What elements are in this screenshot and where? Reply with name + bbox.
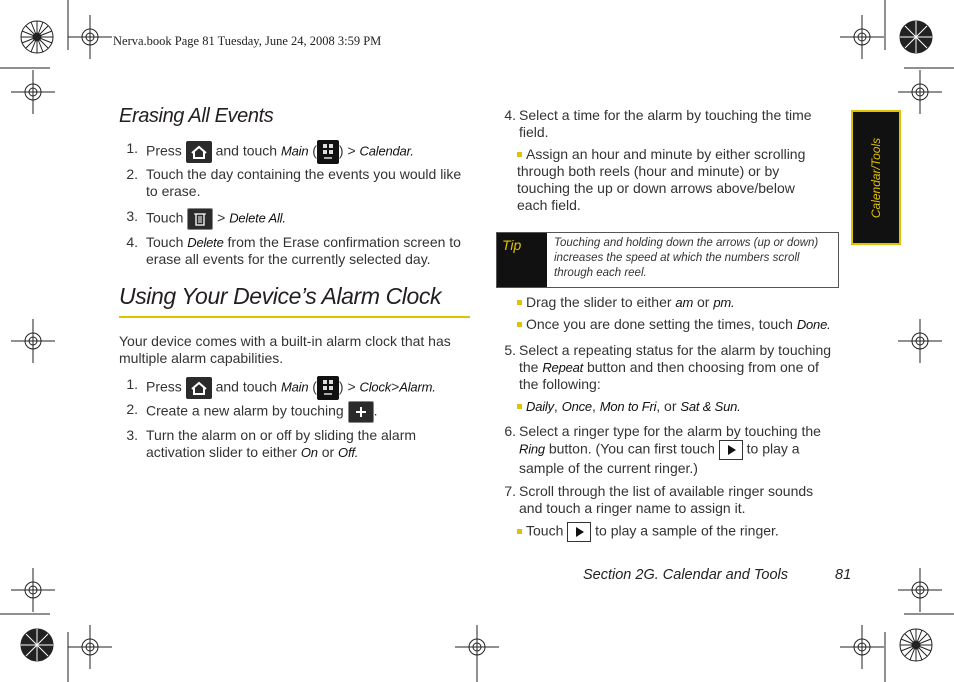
- page-number: 81: [835, 567, 852, 583]
- trash-icon: [187, 208, 213, 230]
- plus-icon: [348, 401, 374, 423]
- bullet-done: Once you are done setting the times, touch Done.: [517, 316, 847, 333]
- bullet-repeat-options: Daily, Once, Mon to Fri, or Sat & Sun.: [517, 398, 837, 415]
- registration-mark-icon: [68, 625, 112, 669]
- alarm-section-title: Using Your Device’s Alarm Clock: [119, 283, 442, 309]
- main-menu-icon: [317, 140, 339, 164]
- registration-mark-icon: [898, 568, 942, 612]
- bullet-icon: [517, 152, 522, 157]
- home-icon: [186, 377, 212, 399]
- bullet-assign-time: Assign an hour and minute by either scrolling through both reels (hour and minute) or by touching the up or down arrows above/below each field.: [517, 146, 806, 213]
- registration-mark-icon: [11, 70, 55, 114]
- tip-box: [496, 232, 839, 288]
- registration-mark-icon: [840, 625, 884, 669]
- registration-mark-icon: [840, 15, 884, 59]
- side-tab-label: Calendar/Tools: [869, 137, 883, 218]
- play-icon: [567, 522, 591, 542]
- bullet-icon: [517, 300, 522, 305]
- registration-starburst-icon: [21, 21, 53, 53]
- registration-mark-icon: [11, 319, 55, 363]
- page: Nerva.book Page 81 Tuesday, June 24, 2008 3:59 PM Calendar/Tools Erasing All Events 1. Press and touch Main ( ) > Calendar. 2. Touch the day containing the events you would like to erase. 3. Touch > Delete All. 4. Touch Delete from the Erase confirmation screen to erase all events for the currently selected day. Using Your Device’s Alarm Clock Your device comes with a built-in alarm clock that has multiple alarm capabilities. 1. Press and touch Main ( ) > Clock>Alarm. 2. Create a new alarm by touching . 3. Turn the alarm on or off by sliding the alarm activation slider to either On or Off. 4. Select a time for the alarm by touching the time field. Assign an hour and minute by either scrolling through both reels (hour and minute) or by touching the up or down arrows above/below each field. Tip Touching and holding down the arrows (up or down) increases the speed at which the numbers scroll through each reel. Drag the slider to either am or pm. Once you are done setting the times, touch Done. 5. Select a repeating status for the alarm by touching the Repeat button and then choosing from one of the following: Daily, Once, Mon to Fri, or Sat & Sun. 6. Select a ringer type for the alarm by touching the Ring button. (You can first touch to play a sample of the current ringer.) 7. Scroll through the list of available ringer sounds and touch a ringer name to assign it. Touch to play a sample of the ringer. Section 2G. Calendar and Tools 81: [0, 0, 954, 682]
- print-header: Nerva.book Page 81 Tuesday, June 24, 2008 3:59 PM: [113, 34, 382, 48]
- alarm-intro: Your device comes with a built-in alarm clock that has multiple alarm capabilities.: [119, 333, 451, 366]
- footer-section: Section 2G. Calendar and Tools: [583, 567, 789, 583]
- bullet-icon: [517, 529, 522, 534]
- home-icon: [186, 141, 212, 163]
- bullet-icon: [517, 322, 522, 327]
- registration-starburst-icon: [900, 629, 932, 661]
- registration-mark-icon: [898, 319, 942, 363]
- registration-starburst-icon: [900, 21, 932, 53]
- tip-text: Touching and holding down the arrows (up or down) increases the speed at which the numbers scroll through each reel.: [554, 237, 819, 279]
- title-underline: [119, 316, 470, 318]
- registration-starburst-icon: [21, 629, 53, 661]
- play-icon: [719, 440, 743, 460]
- tip-label: Tip: [497, 233, 547, 287]
- registration-mark-icon: [68, 15, 112, 59]
- bullet-play-sample: Touch to play a sample of the ringer.: [517, 522, 837, 542]
- registration-mark-icon: [898, 70, 942, 114]
- chapter-side-tab: [851, 110, 901, 245]
- erase-section-title: Erasing All Events: [119, 105, 274, 127]
- registration-mark-icon: [11, 568, 55, 612]
- main-menu-icon: [317, 376, 339, 400]
- bullet-icon: [517, 404, 522, 409]
- bullet-drag-slider: Drag the slider to either am or pm.: [517, 294, 837, 311]
